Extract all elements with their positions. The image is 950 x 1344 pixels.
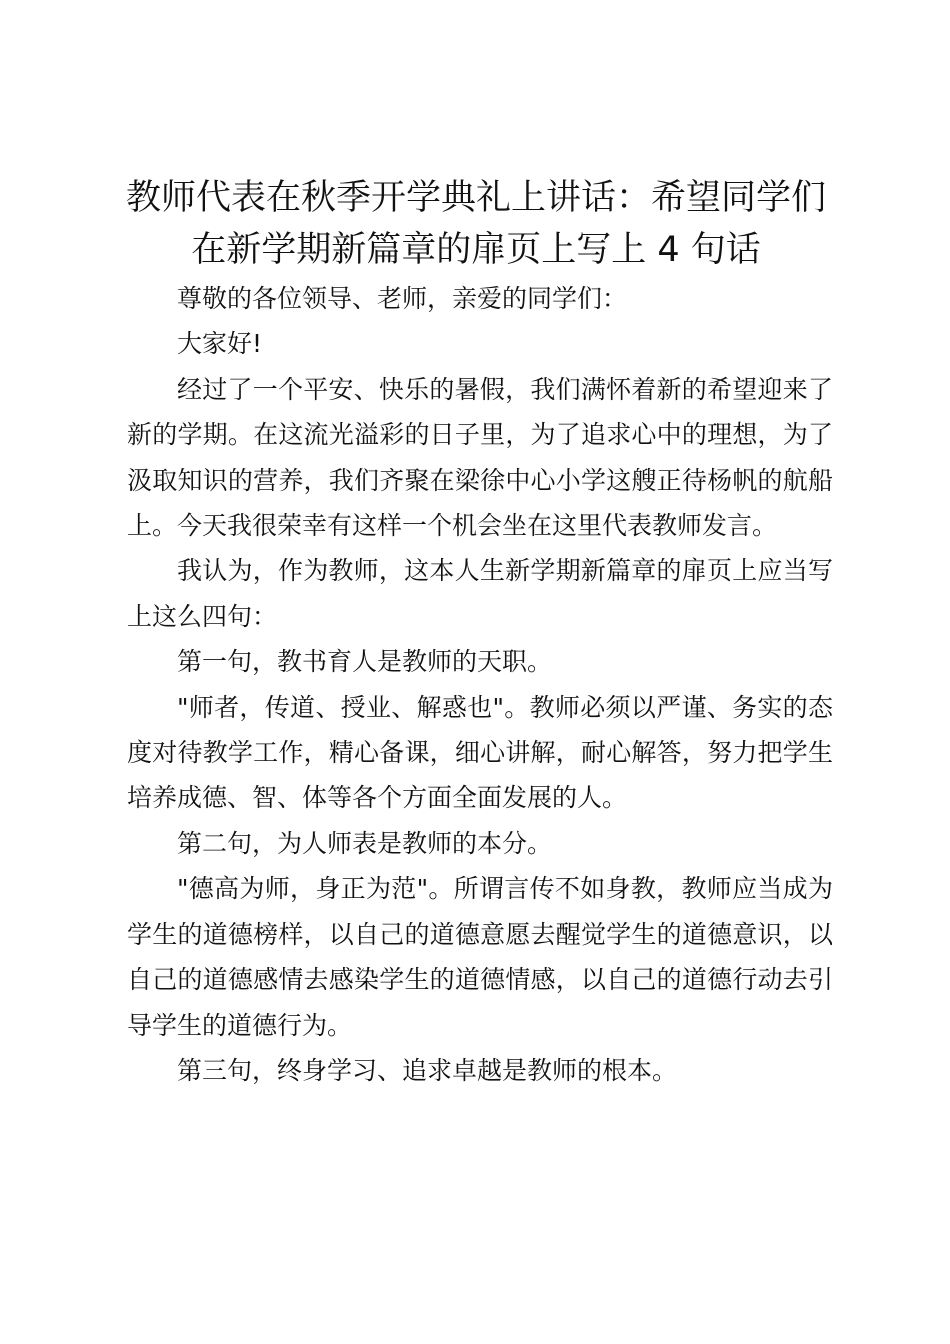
point-one-paragraph: "师者，传道、授业、解惑也"。教师必须以严谨、务实的态度对待教学工作，精心备课，细心讲解，耐心解答，努力把学生培养成德、智、体等各个方面全面发展的人。 (127, 692, 833, 813)
intro-paragraph: 经过了一个平安、快乐的暑假，我们满怀着新的希望迎来了新的学期。在这流光溢彩的日子里，为了追求心中的理想，为了汲取知识的营养，我们齐聚在梁徐中心小学这艘正待杨帆的航船上。今天我很荣幸有这样一个机会坐在这里代表教师发言。 (127, 374, 833, 541)
title-line-2: 在新学期新篇章的扉页上写上 4 句话 (191, 230, 761, 270)
thesis-paragraph: 我认为，作为教师，这本人生新学期新篇章的扉页上应当写上这么四句： (127, 556, 833, 631)
point-two-paragraph: "德高为师，身正为范"。所谓言传不如身教，教师应当成为学生的道德榜样，以自己的道德意愿去醒觉学生的道德意识，以自己的道德感情去感染学生的道德情感，以自己的道德行动去引导学生的道德行为。 (127, 874, 833, 1040)
salutation-paragraph: 尊敬的各位领导、老师，亲爱的同学们： (177, 284, 628, 313)
greeting-paragraph: 大家好! (177, 329, 263, 359)
point-two-heading: 第二句，为人师表是教师的本分。 (177, 828, 553, 858)
point-three-heading: 第三句，终身学习、追求卓越是教师的根本。 (177, 1055, 678, 1085)
document-body (127, 276, 833, 1093)
document-title (120, 172, 832, 276)
title-line-1: 教师代表在秋季开学典礼上讲话：希望同学们 (125, 178, 826, 218)
point-one-heading: 第一句，教书育人是教师的天职。 (177, 647, 553, 677)
